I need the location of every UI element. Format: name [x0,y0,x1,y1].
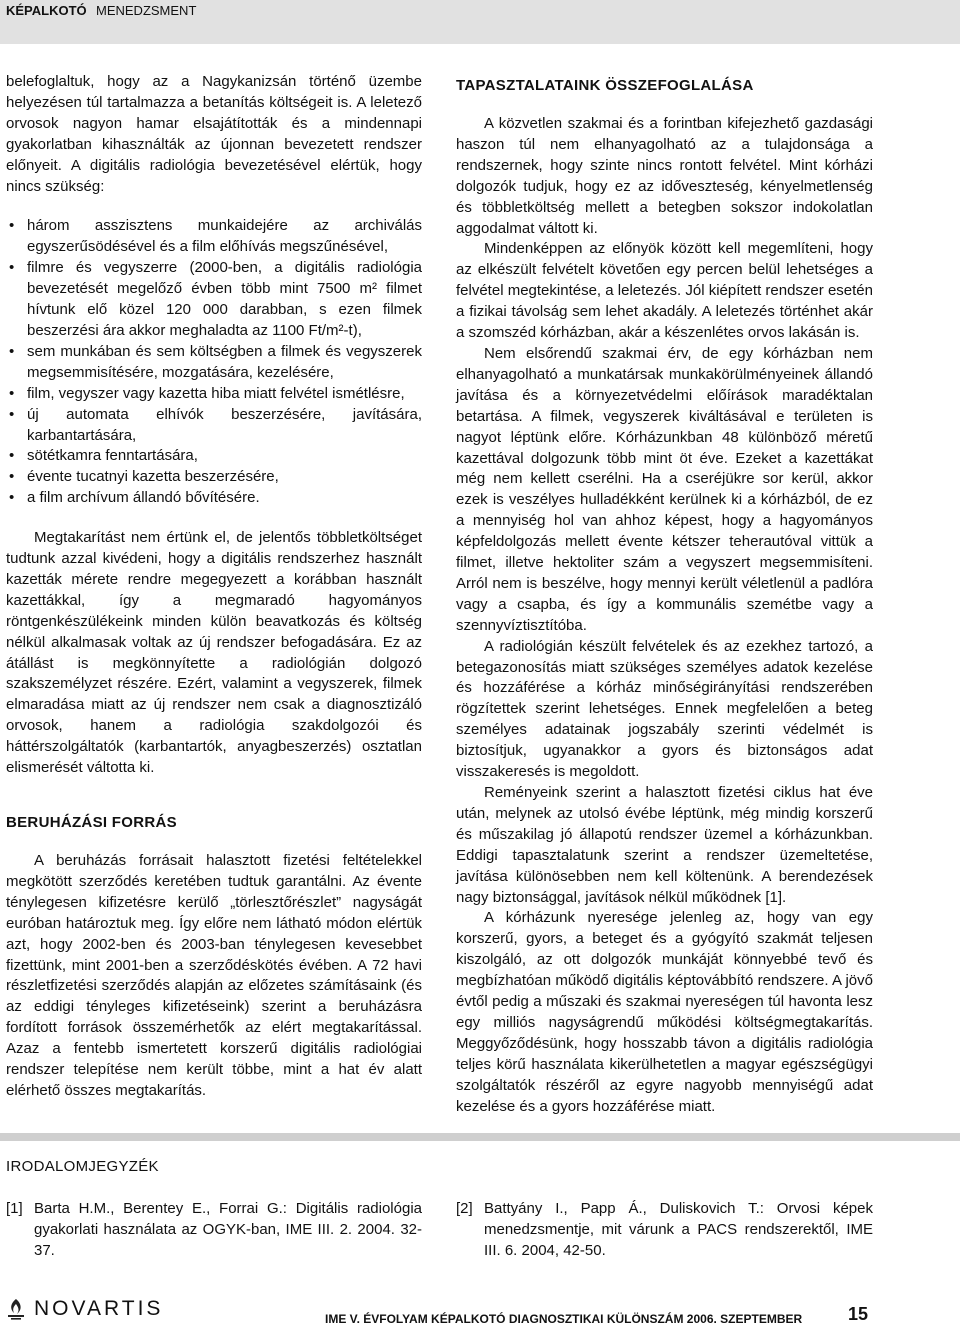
list-item-text: filmre és vegyszerre (2000-ben, a digitális radiológia bevezetését megelőző évben több mint 7500 m² filmet hívtunk elő közel 120 000 darabban, s ezen filmek beszerzési ára akkor meghaladta az 1100 Ft/m²-t), [27,259,422,339]
bullet-icon: • [9,384,15,402]
references-title: IRODALOMJEGYZÉK [6,1158,159,1175]
list-item-text: évente tucatnyi kazetta beszerzésére, [27,468,279,486]
summary-paragraph: Mindenképpen az előnyök között kell megemlíteni, hogy az elkészült felvételt követően egy percen belül lehetséges a felvétel megtekintése, a leletezés. Jól kiépített rendszer esetén a fizikai távolság sem lehet akadály. A leletezés történhet akár a szomszéd kórházban, akár a készenlétes orvos lakásán is. [456,240,873,342]
list-item-text: sem munkában és sem költségben a filmek és vegyszerek megsemmisítésére, mozgatására, kezelésére, [27,342,422,381]
list-item-text: a film archívum állandó bővítésére. [27,489,260,507]
investment-paragraph: A beruházás forrásait halasztott fizetési feltételekkel megkötött szerződés keretében tudtuk garantálni. Az évente ténylegesen kifizetésre kerülő „törlesztőrészlet” nagyságát euróban határoztuk meg. Így előre nem látható módon elértük azt, hogy 2002-ben és 2003-ban ténylegesen kevesebbet fizettünk, mint 2001-ben a szerződéskötés évében. A 72 havi részletfizetési szerződés alapján az előzetes számításaink (és az eddigi tényleges kifizetéseink) szerint a beruházásra fordított források összemérhetők az elért megtakarítással. Azaz a fentebb ismertetett korszerű digitális radiológiai rendszer telepítése nem került többe, mint a hat év alatt elérhető összes megtakarítás. [6,852,422,1099]
summary-paragraph: A kórházunk nyeresége jelenleg az, hogy van egy korszerű, gyors, a beteget és a gyógyító szakmát teljesen kiszolgáló, az ott dolgozók munkáját könnyebbé tevő és megbízhatóan működő digitális képtovábbító rendszere. A jövő évtől pedig a műszaki és szakmai nyereségen túl havonta lesz egy milliós nagyságrendű működési költségmegtakarítás. Meggyőződésünk, hogy hosszabb távon a digitális radiológia teljes körű használata kikerülhetetlen a magyar egészségügyi szolgáltatók részéről az egyre nagyobb mennyiségű adat kezelése és a gyors hozzáférése miatt. [456,909,873,1115]
list-item [6,342,422,384]
section-heading-investment: BERUHÁZÁSI FORRÁS [6,814,177,831]
novartis-flame-icon [6,1298,26,1320]
header-bar [0,0,960,44]
journal-footer: IME V. ÉVFOLYAM KÉPALKOTÓ DIAGNOSZTIKAI KÜLÖNSZÁM 2006. SZEPTEMBER [325,1312,803,1326]
bullet-icon: • [9,217,15,235]
bullet-icon: • [9,489,15,507]
summary-paragraph: Nem elsőrendű szakmai érv, de egy kórházban nem elhanyagolható a munkatársak munkakörülményeinek állandó javítása és a környezetvédelmi előírások maradéktalan betartása. A filmek, vegyszerek kiváltásával e területen is nagyot léptünk előre. Kórházunkban 48 különböző méretű kazettával dolgozunk több mint öt éve. Ezeket a kazettákat még nem kellett cserélni. Ha a cseréjükre sor kerül, akkor ezek is veszélyes hulladékként kerülnek ki a kórházból, de ez a mennyiség hol van ahhoz képest, hogy a hagyományos képfeldolgozás mellett évente kétszer teherautóval vittük a filmet, illetve hektoliter szám a vegyszert megsemmisíteni. Arról nem is beszélve, hogy mennyi került véletlenül a padlóra vagy a csapba, és így a kommunális szemétbe vagy a szennyvíztisztítóba. [456,344,873,634]
logo-wordmark: NOVARTIS [34,1297,164,1320]
list-item [6,258,422,342]
list-item [6,446,422,467]
summary-paragraph: Reményeink szerint a halasztott fizetési ciklus hat éve után, melynek az utolsó évébe léptünk, még mindig korszerű és műszakilag jó állapotú rendszer üzemel a kórházunkban. Eddigi tapasztalatunk szerint a rendszer üzemeltetése, javítása különösebben nem kell költenünk. A berendezések nagy biztonsággal, javítások nélkül működnek [1]. [456,784,873,906]
list-item-text: film, vegyszer vagy kazetta hiba miatt felvétel ismétlésre, [27,384,405,402]
left-column [6,72,422,1102]
reference-number: [2] [456,1200,473,1217]
list-item [6,467,422,488]
right-column [456,76,873,1118]
reference-item [6,1199,422,1262]
savings-paragraph: Megtakarítást nem értünk el, de jelentős többletköltséget tudtunk azzal kivédeni, hogy a digitális rendszerhez használt kazetták mérete rendre megegyezett a korábban használt kazettákkal, így a megmaradó hagyományos röntgenkészülékeink minden külön beavatkozás és költség nélkül alkalmasak voltak az új rendszer befogadására. Ez az átállást is megkönnyítette a radiológián dolgozó szakszemélyzet részére. Ezért, valamint a vegyszerek, filmek elmaradása miatt az új rendszer nem csak a diagnosztizáló orvosok, hanem a radiológia szakdolgozói és háttérszolgáltatók (karbantartók, anyagbeszerzés) osztatlan elismerését váltotta ki. [6,529,422,777]
summary-paragraph: A radiológián készült felvételek és az ezekhez tartozó, a betegazonosítás miatt szükséges személyes adatok kezelése és hozzáférése a kórház minőségirányítási rendszerében rögzítettek szerint lehetséges. Ennek megfelelően a beteg személyes adatainak jogszabály szerinti védelmét is biztosítjuk, ugyanakkor a gyors és biztonságos adat visszakeresés is megoldott. [456,637,873,781]
section-divider [0,1133,960,1141]
reference-item [456,1199,873,1262]
savings-list [6,216,422,509]
section-label: KÉPALKOTÓ [6,3,87,18]
list-item [6,488,422,509]
bullet-icon: • [9,447,15,465]
reference-number: [1] [6,1200,23,1217]
bullet-icon: • [9,259,15,277]
list-item [6,405,422,447]
bullet-icon: • [9,468,15,486]
bullet-icon: • [9,405,15,423]
list-item-text: három asszisztens munkaidejére az archiválás egyszerűsödésével és a film előhívás megszűnésével, [27,217,422,256]
list-item-text: sötétkamra fenntartására, [27,447,198,465]
section-heading-summary: TAPASZTALATAINK ÖSSZEFOGLALÁSA [456,77,754,94]
list-item [6,384,422,405]
list-item-text: új automata elhívók beszerzésére, javítására, karbantartására, [27,405,422,444]
list-item [6,216,422,258]
summary-paragraph: A közvetlen szakmai és a forintban kifejezhető gazdasági haszon túl nem elhanyagolható az a tulajdonsága a rendszernek, hogy szinte nincs rontott felvétel. Mint kórházi dolgozók tudjuk, hogy ez az időveszteség, kényelmetlenség és többletköltség mellett a betegben sokszor indokolatlan aggodalmat váltott ki. [456,115,873,237]
bullet-icon: • [9,342,15,360]
reference-text: Battyány I., Papp Á., Duliskovich T.: Orvosi képek menedzsmentje, mit várunk a PACS rendszerektől, IME III. 6. 2004, 42-50. [484,1200,873,1259]
intro-paragraph: belefoglaltuk, hogy az a Nagykanizsán történő üzembe helyezésen túl tartalmazza a betanítás költségeit is. A leletező orvosok nagyon hamar elsajátították és a mindennapi gyakorlatban kihasználták az újonnan bevezetett rendszer előnyeit. A digitális radiológia bevezetésével elértük, hogy nincs szükség: [6,73,422,195]
reference-text: Barta H.M., Berentey E., Forrai G.: Digitális radiológia gyakorlati használata az OGYK-ban, IME III. 2. 2004. 32-37. [34,1200,422,1259]
subsection-label: MENEDZSMENT [96,3,197,18]
novartis-logo [6,1296,163,1322]
page-number: 15 [848,1304,869,1324]
